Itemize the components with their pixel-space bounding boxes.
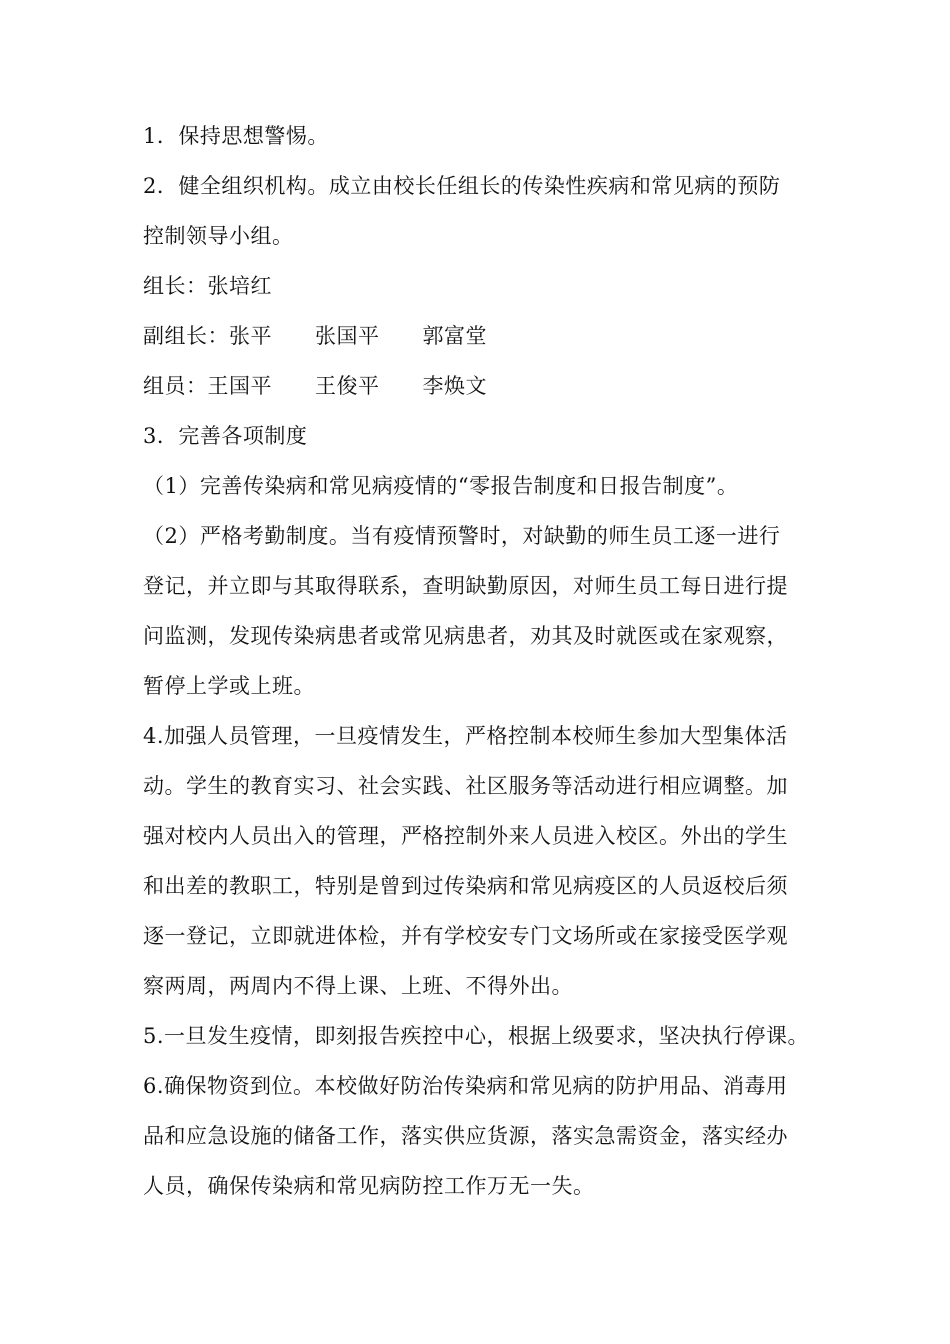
text-line: 和出差的教职工，特别是曾到过传染病和常见病疫区的人员返校后须 xyxy=(143,874,788,898)
text-line: 暂停上学或上班。 xyxy=(143,674,315,698)
text-line: 品和应急设施的储备工作，落实供应货源，落实急需资金，落实经办 xyxy=(143,1124,788,1148)
text-line: 控制领导小组。 xyxy=(143,224,294,248)
text-line: 2．健全组织机构。成立由校长任组长的传染性疾病和常见病的预防 xyxy=(143,174,781,198)
text-line: 组员：王国平 王俊平 李焕文 xyxy=(143,374,487,398)
text-line: 4.加强人员管理，一旦疫情发生，严格控制本校师生参加大型集体活 xyxy=(143,724,788,748)
text-line: 问监测，发现传染病患者或常见病患者，劝其及时就医或在家观察， xyxy=(143,624,788,648)
text-line: 察两周，两周内不得上课、上班、不得外出。 xyxy=(143,974,573,998)
text-line: 登记，并立即与其取得联系，查明缺勤原因，对师生员工每日进行提 xyxy=(143,574,788,598)
text-line: 人员，确保传染病和常见病防控工作万无一失。 xyxy=(143,1174,595,1198)
text-line: 副组长：张平 张国平 郭富堂 xyxy=(143,324,487,348)
text-line: （2）严格考勤制度。当有疫情预警时，对缺勤的师生员工逐一进行 xyxy=(143,524,781,548)
text-line: 强对校内人员出入的管理，严格控制外来人员进入校区。外出的学生 xyxy=(143,824,788,848)
text-line: 6.确保物资到位。本校做好防治传染病和常见病的防护用品、消毒用 xyxy=(143,1074,788,1098)
text-line: 5.一旦发生疫情，即刻报告疾控中心，根据上级要求，坚决执行停课。 xyxy=(143,1024,810,1048)
text-line: 组长：张培红 xyxy=(143,274,272,298)
text-line: 1．保持思想警惕。 xyxy=(143,124,329,148)
text-line: 逐一登记，立即就进体检，并有学校安专门文场所或在家接受医学观 xyxy=(143,924,788,948)
text-line: 3．完善各项制度 xyxy=(143,424,308,448)
text-line: （1）完善传染病和常见病疫情的“零报告制度和日报告制度”。 xyxy=(143,474,739,498)
text-line: 动。学生的教育实习、社会实践、社区服务等活动进行相应调整。加 xyxy=(143,774,788,798)
